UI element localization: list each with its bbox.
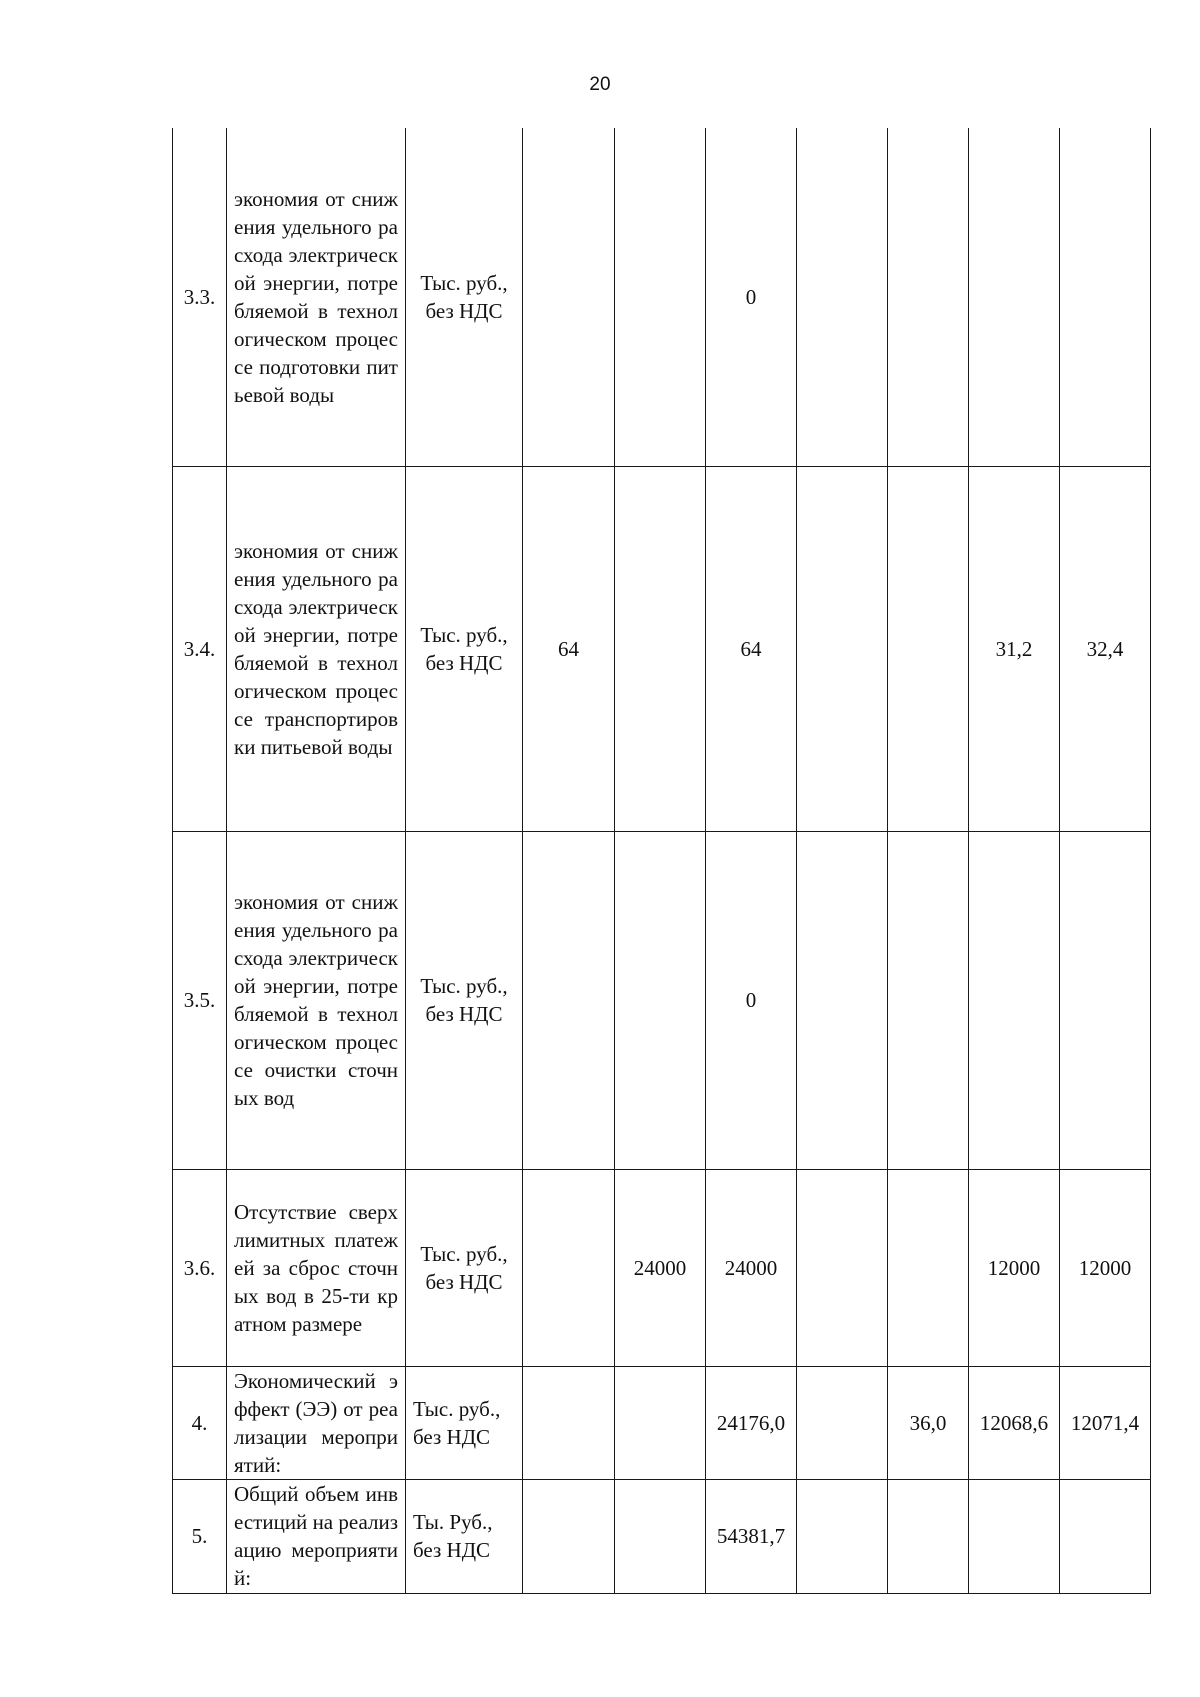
page-number: 20 bbox=[589, 74, 611, 95]
value-cell: 12068,6 bbox=[969, 1366, 1060, 1479]
value-cell bbox=[523, 1479, 615, 1593]
row-number: 4. bbox=[173, 1366, 227, 1479]
row-number: 3.3. bbox=[173, 128, 227, 466]
value-cell bbox=[797, 1169, 888, 1366]
value-cell bbox=[797, 128, 888, 466]
value-cell bbox=[615, 466, 706, 831]
value-cell: 0 bbox=[706, 128, 797, 466]
value-cell bbox=[615, 1479, 706, 1593]
value-cell: 36,0 bbox=[888, 1366, 969, 1479]
row-unit: Тыс. руб., без НДС bbox=[406, 1169, 523, 1366]
value-cell bbox=[615, 831, 706, 1169]
value-cell: 24000 bbox=[615, 1169, 706, 1366]
value-cell: 0 bbox=[706, 831, 797, 1169]
value-cell: 12000 bbox=[1060, 1169, 1151, 1366]
value-cell bbox=[523, 1169, 615, 1366]
value-cell bbox=[797, 831, 888, 1169]
value-cell: 31,2 bbox=[969, 466, 1060, 831]
measures-table bbox=[172, 128, 1151, 1594]
value-cell bbox=[888, 466, 969, 831]
value-cell bbox=[969, 831, 1060, 1169]
value-cell bbox=[969, 128, 1060, 466]
row-unit: Тыс. руб., без НДС bbox=[406, 831, 523, 1169]
row-description: Экономический эффект (ЭЭ) от реализации мероприятий: bbox=[227, 1366, 406, 1479]
value-cell bbox=[888, 831, 969, 1169]
value-cell: 64 bbox=[706, 466, 797, 831]
row-number: 3.6. bbox=[173, 1169, 227, 1366]
row-description: Общий объем инвестиций на реализацию мероприятий: bbox=[227, 1479, 406, 1593]
value-cell: 24000 bbox=[706, 1169, 797, 1366]
row-number: 3.5. bbox=[173, 831, 227, 1169]
value-cell bbox=[888, 1479, 969, 1593]
value-cell: 54381,7 bbox=[706, 1479, 797, 1593]
value-cell bbox=[1060, 1479, 1151, 1593]
row-description: экономия от снижения удельного расхода электрической энергии, потребляемой в технологическом процессе транспортировки питьевой воды bbox=[227, 466, 406, 831]
row-unit: Тыс. руб., без НДС bbox=[406, 1366, 523, 1479]
table-row bbox=[173, 1169, 1151, 1366]
row-description: Отсутствие сверхлимитных платежей за сброс сточных вод в 25-ти кратном размере bbox=[227, 1169, 406, 1366]
row-number: 3.4. bbox=[173, 466, 227, 831]
value-cell bbox=[888, 1169, 969, 1366]
value-cell bbox=[797, 466, 888, 831]
value-cell bbox=[797, 1366, 888, 1479]
table-row bbox=[173, 831, 1151, 1169]
row-description: экономия от снижения удельного расхода электрической энергии, потребляемой в технологическом процессе подготовки питьевой воды bbox=[227, 128, 406, 466]
value-cell bbox=[523, 1366, 615, 1479]
value-cell bbox=[1060, 128, 1151, 466]
row-description: экономия от снижения удельного расхода электрической энергии, потребляемой в технологическом процессе очистки сточных вод bbox=[227, 831, 406, 1169]
value-cell bbox=[523, 128, 615, 466]
table-row bbox=[173, 1479, 1151, 1593]
value-cell bbox=[969, 1479, 1060, 1593]
table-row bbox=[173, 1366, 1151, 1479]
value-cell bbox=[888, 128, 969, 466]
value-cell: 32,4 bbox=[1060, 466, 1151, 831]
value-cell: 12000 bbox=[969, 1169, 1060, 1366]
row-unit: Тыс. руб., без НДС bbox=[406, 128, 523, 466]
row-number: 5. bbox=[173, 1479, 227, 1593]
value-cell: 12071,4 bbox=[1060, 1366, 1151, 1479]
value-cell bbox=[797, 1479, 888, 1593]
table-row bbox=[173, 466, 1151, 831]
value-cell bbox=[523, 831, 615, 1169]
value-cell bbox=[1060, 831, 1151, 1169]
row-unit: Тыс. руб., без НДС bbox=[406, 466, 523, 831]
table-row bbox=[173, 128, 1151, 466]
value-cell bbox=[615, 1366, 706, 1479]
row-unit: Ты. Руб., без НДС bbox=[406, 1479, 523, 1593]
value-cell: 24176,0 bbox=[706, 1366, 797, 1479]
value-cell: 64 bbox=[523, 466, 615, 831]
value-cell bbox=[615, 128, 706, 466]
